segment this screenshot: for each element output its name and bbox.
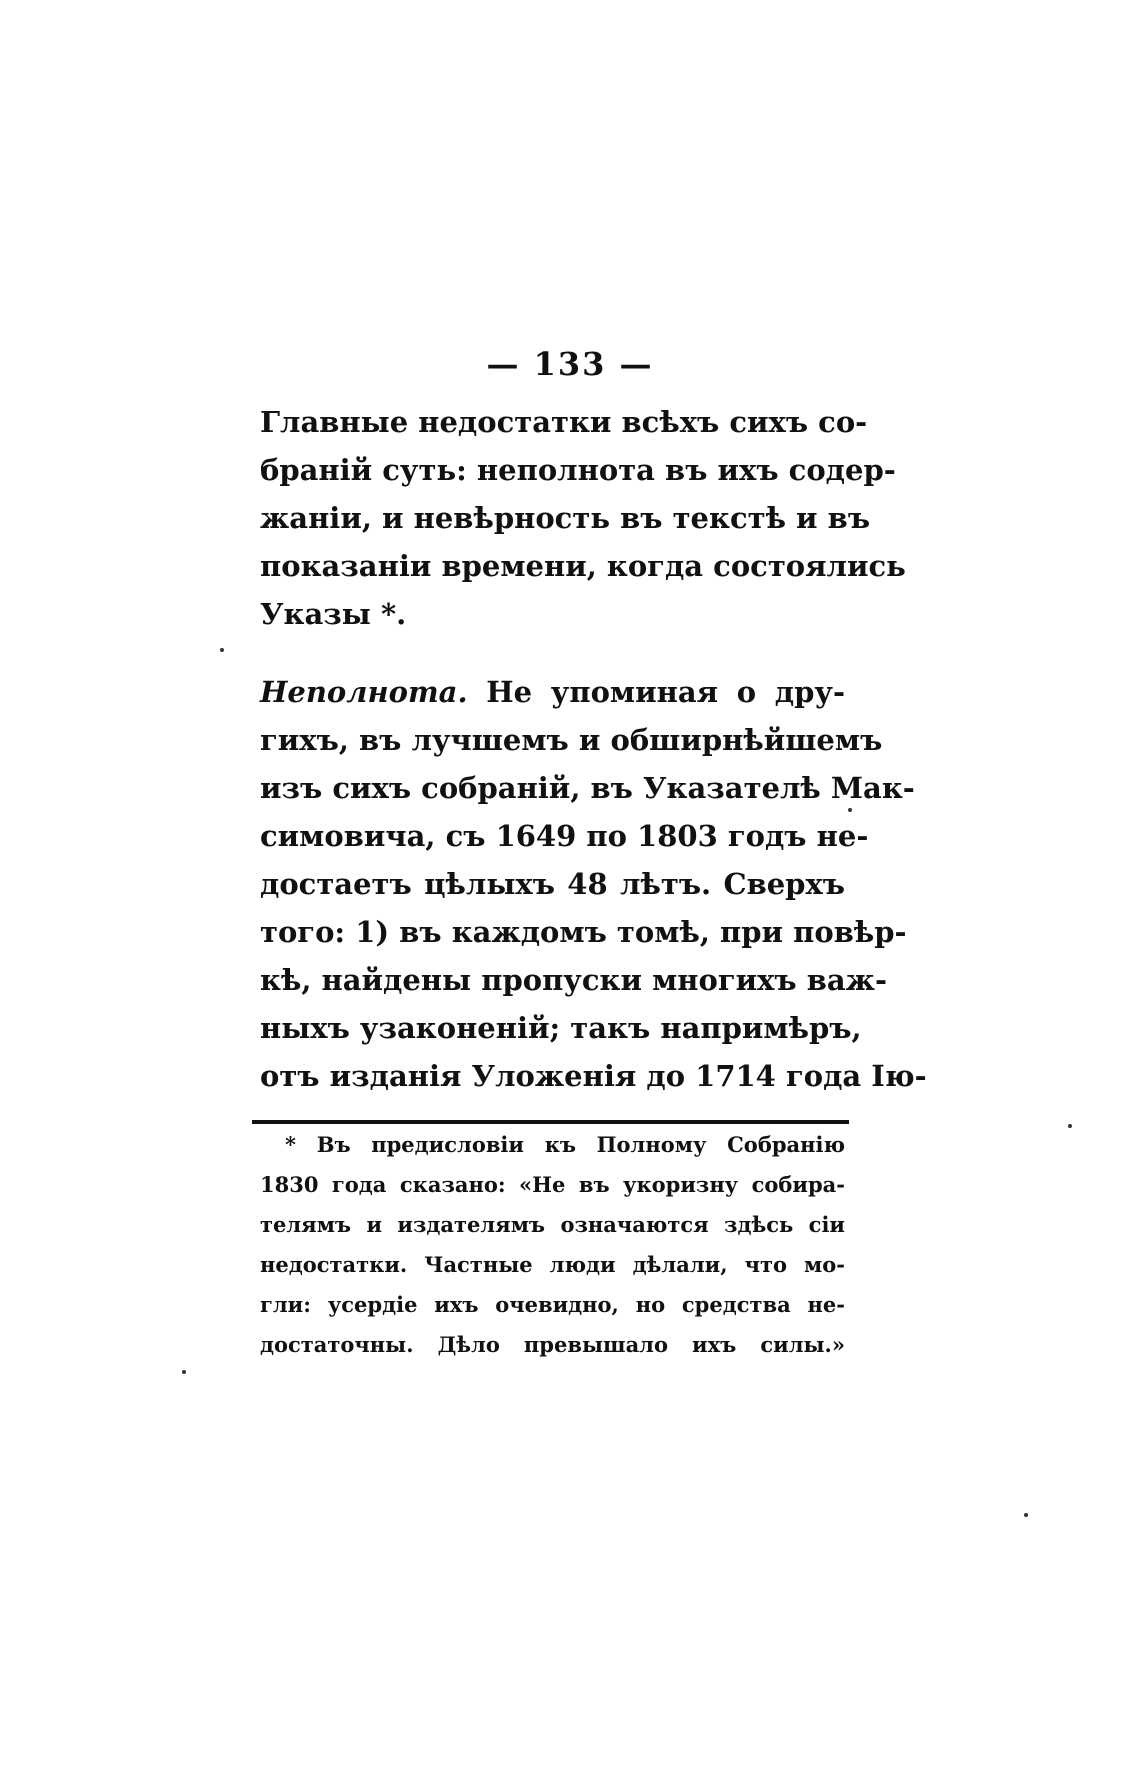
scan-speck (1024, 1513, 1028, 1517)
footnote (260, 1132, 845, 1372)
footnote-line: 1830 года сказано: «Не въ укоризну собира- (260, 1172, 845, 1197)
text-line: ныхъ узаконеній; такъ напримѣръ, (260, 1011, 862, 1045)
text-line: симовича, съ 1649 по 1803 годъ не- (260, 819, 869, 853)
footnote-separator-rule (252, 1120, 849, 1124)
text-line: кѣ, найдены пропуски многихъ важ- (260, 963, 887, 997)
text-line: достаетъ цѣлыхъ 48 лѣтъ. Сверхъ (260, 867, 845, 901)
footnote-line: телямъ и издателямъ означаются здѣсь сіи (260, 1212, 845, 1237)
text-line: браній суть: неполнота въ ихъ содер- (260, 453, 896, 487)
text-line-first (260, 674, 845, 722)
footnote-line: гли: усердіе ихъ очевидно, но средства не- (260, 1292, 845, 1317)
footnote-line: * Въ предисловіи къ Полному Собранію (285, 1132, 845, 1157)
text-line: Указы *. (260, 597, 407, 631)
footnote-line: достаточны. Дѣло превышало ихъ силы.» (260, 1332, 845, 1357)
text-line: Главные недостатки всѣхъ сихъ со- (260, 405, 868, 439)
text-segment: Не упоминая о дру- (486, 675, 845, 709)
scan-speck (848, 808, 852, 812)
scan-speck (1068, 1124, 1072, 1128)
footnote-line: недостатки. Частные люди дѣлали, что мо- (260, 1252, 845, 1277)
page-number: — 133 — (486, 345, 654, 383)
text-line: изъ сихъ собраній, въ Указателѣ Мак- (260, 771, 915, 805)
text-line: гихъ, въ лучшемъ и обширнѣйшемъ (260, 723, 883, 757)
text-line: того: 1) въ каждомъ томѣ, при повѣр- (260, 915, 907, 949)
paragraph-2 (260, 674, 927, 1106)
text-line: отъ изданія Уложенія до 1714 года Ію- (260, 1059, 927, 1093)
scan-speck (220, 648, 224, 652)
scan-speck (182, 1370, 186, 1374)
italic-term: Неполнота. (260, 675, 468, 709)
text-line: жаніи, и невѣрность въ текстѣ и въ (260, 501, 871, 535)
paragraph-1 (260, 404, 906, 644)
text-line: показаніи времени, когда состоялись (260, 549, 906, 583)
